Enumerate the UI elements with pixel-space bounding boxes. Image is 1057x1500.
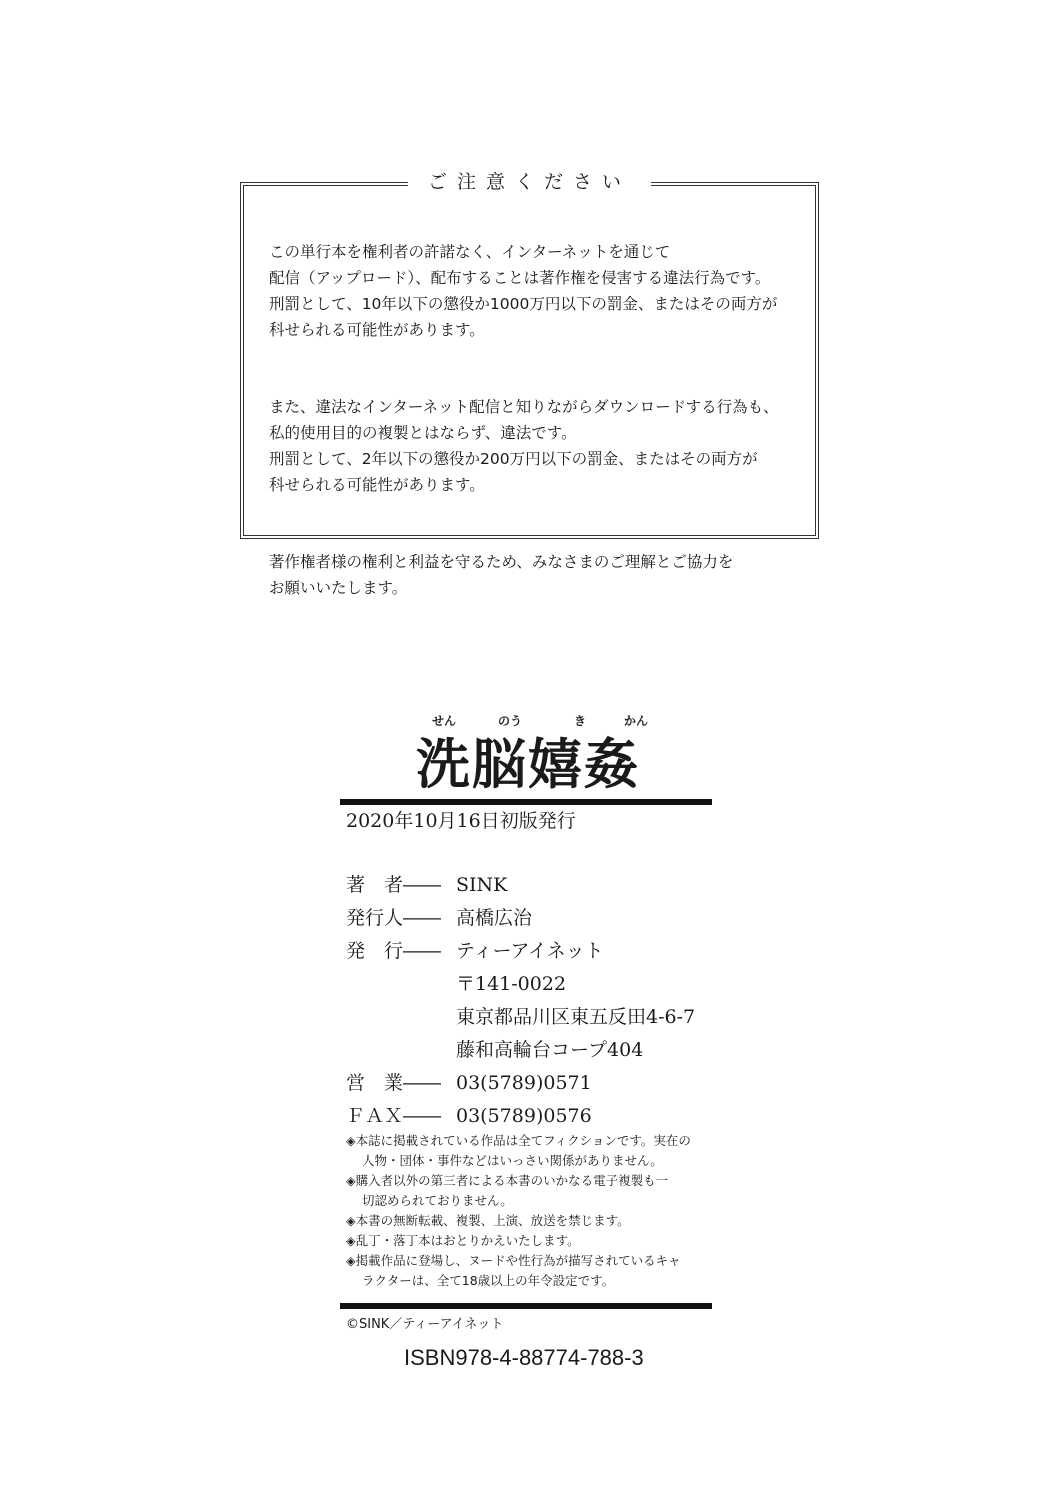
author-label: 著 者―― — [346, 874, 442, 896]
note-2-cont: 切認められておりません。 — [362, 1193, 513, 1208]
credit-fax — [346, 1101, 695, 1134]
postal-code: 〒141-0022 — [456, 973, 567, 995]
publisher-label: 発 行―― — [346, 940, 442, 962]
ruby-3: き — [574, 714, 587, 728]
book-title: 洗脳嬉姦 — [416, 732, 640, 796]
ruby-4: かん — [624, 714, 649, 728]
note-3: ◈本書の無断転載、複製、上演、放送を禁じます。 — [346, 1213, 630, 1228]
credit-publisher — [346, 936, 695, 969]
notice-paragraph-3: 著作権者様の権利と利益を守るため、みなさまのご理解とご協力を お願いいたします。 — [269, 553, 734, 597]
credits — [346, 870, 695, 1134]
note-4: ◈乱丁・落丁本はおとりかえいたします。 — [346, 1233, 580, 1248]
ruby-1: せん — [432, 714, 457, 728]
notice-body — [269, 213, 802, 652]
copyright: ©SINK／ティーアイネット — [346, 1317, 504, 1332]
copyright-notice-box — [240, 171, 819, 597]
credit-sales — [346, 1068, 695, 1101]
note-5-cont: ラクターは、全て18歳以上の年令設定です。 — [362, 1273, 615, 1288]
note-2: ◈購入者以外の第三者による本書のいかなる電子複製も一 — [346, 1173, 669, 1188]
credit-publisher-person — [346, 903, 695, 936]
credit-postal — [346, 969, 695, 1002]
notice-paragraph-1: この単行本を権利者の許諾なく、インターネットを通じて 配信（アップロード）、配布することは著作権を侵害する違法行為です。 刑罰として、10年以下の懲役か1000万円以下の罰金、またはその両方が 科せられる可能性があります。 — [269, 243, 778, 339]
isbn: ISBN978-4-88774-788-3 — [404, 1345, 644, 1370]
sales-label: 営 業―― — [346, 1072, 442, 1094]
address-line-2: 藤和高輪台コープ404 — [456, 1039, 644, 1061]
publisher-person: 高橋広治 — [456, 907, 533, 929]
divider-bottom — [340, 1303, 712, 1309]
notes — [346, 1131, 716, 1291]
publisher-person-label: 発行人―― — [346, 907, 442, 929]
sales-phone: 03(5789)0571 — [456, 1072, 592, 1094]
credit-address-2 — [346, 1035, 695, 1068]
note-5: ◈掲載作品に登場し、ヌードや性行為が描写されているキャ — [346, 1253, 681, 1268]
notice-title: ご注意ください — [408, 169, 651, 195]
author: SINK — [456, 874, 508, 896]
credit-address-1 — [346, 1002, 695, 1035]
notice-paragraph-2: また、違法なインターネット配信と知りながらダウンロードする行為も、 私的使用目的の複製とはならず、違法です。 刑罰として、2年以下の懲役か200万円以下の罰金、またはその両方が 科せられる可能性があります。 — [269, 398, 779, 494]
publication-date: 2020年10月16日初版発行 — [346, 810, 576, 832]
address-line-1: 東京都品川区東五反田4-6-7 — [456, 1006, 696, 1028]
fax-number: 03(5789)0576 — [456, 1105, 592, 1127]
ruby-2: のう — [498, 714, 523, 728]
note-1-cont: 人物・団体・事件などはいっさい関係がありません。 — [362, 1153, 663, 1168]
publisher: ティーアイネット — [456, 940, 604, 962]
book-title-block — [340, 712, 712, 807]
credit-author — [346, 870, 695, 903]
divider-top — [340, 799, 712, 805]
fax-label: ＦＡＸ―― — [346, 1105, 442, 1127]
note-1: ◈本誌に掲載されている作品は全てフィクションです。実在の — [346, 1133, 691, 1148]
